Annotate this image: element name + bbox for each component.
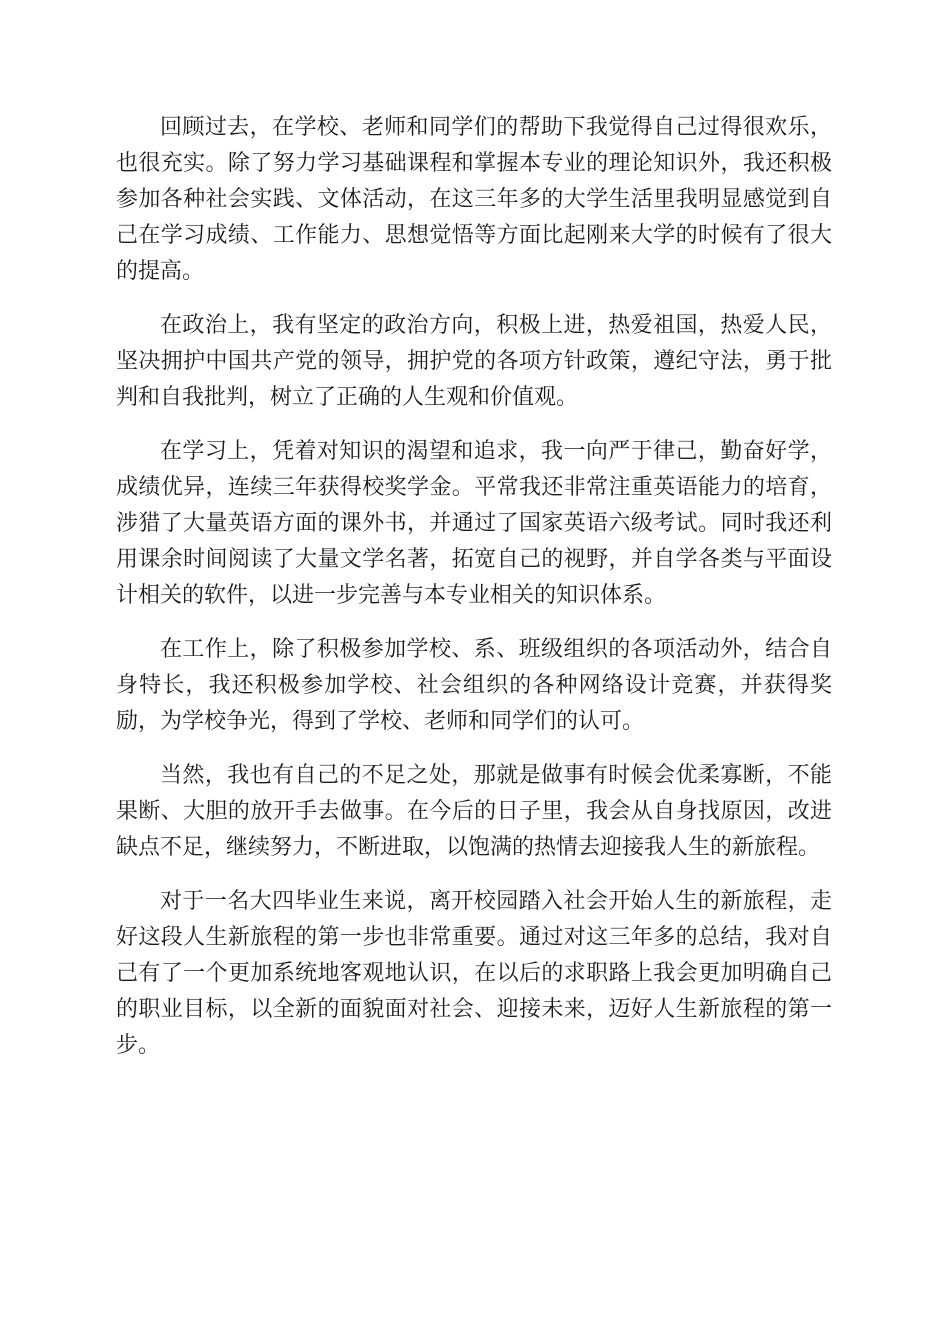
paragraph-conclusion: 对于一名大四毕业生来说，离开校园踏入社会开始人生的新旅程，走好这段人生新旅程的第一步也非常重要。通过对这三年多的总结，我对自己有了一个更加系统地客观地认识，在以后的求职路上我会更加明确自己的职业目标，以全新的面貌面对社会、迎接未来，迈好人生新旅程的第一步。 (116, 889, 832, 1058)
paragraph-politics: 在政治上，我有坚定的政治方向，积极上进，热爱祖国，热爱人民，坚决拥护中国共产党的领导，拥护党的各项方针政策，遵纪守法，勇于批判和自我批判，树立了正确的人生观和价值观。 (116, 313, 832, 410)
paragraph-review: 回顾过去，在学校、老师和同学们的帮助下我觉得自己过得很欢乐，也很充实。除了努力学习基础课程和掌握本专业的理论知识外，我还积极参加各种社会实践、文体活动，在这三年多的大学生活里我明显感觉到自己在学习成绩、工作能力、思想觉悟等方面比起刚来大学的时候有了很大的提高。 (116, 115, 832, 284)
paragraph-study: 在学习上，凭着对知识的渴望和追求，我一向严于律己，勤奋好学，成绩优异，连续三年获得校奖学金。平常我还非常注重英语能力的培育，涉猎了大量英语方面的课外书，并通过了国家英语六级考试。同时我还利用课余时间阅读了大量文学名著，拓宽自己的视野，并自学各类与平面设计相关的软件，以进一步完善与本专业相关的知识体系。 (116, 439, 832, 608)
paragraph-shortcomings: 当然，我也有自己的不足之处，那就是做事有时候会优柔寡断，不能果断、大胆的放开手去做事。在今后的日子里，我会从自身找原因，改进缺点不足，继续努力，不断进取，以饱满的热情去迎接我人生的新旅程。 (116, 763, 832, 860)
document-body (116, 110, 832, 1082)
paragraph-work: 在工作上，除了积极参加学校、系、班级组织的各项活动外，结合自身特长，我还积极参加学校、社会组织的各种网络设计竞赛，并获得奖励，为学校争光，得到了学校、老师和同学们的认可。 (116, 637, 832, 734)
